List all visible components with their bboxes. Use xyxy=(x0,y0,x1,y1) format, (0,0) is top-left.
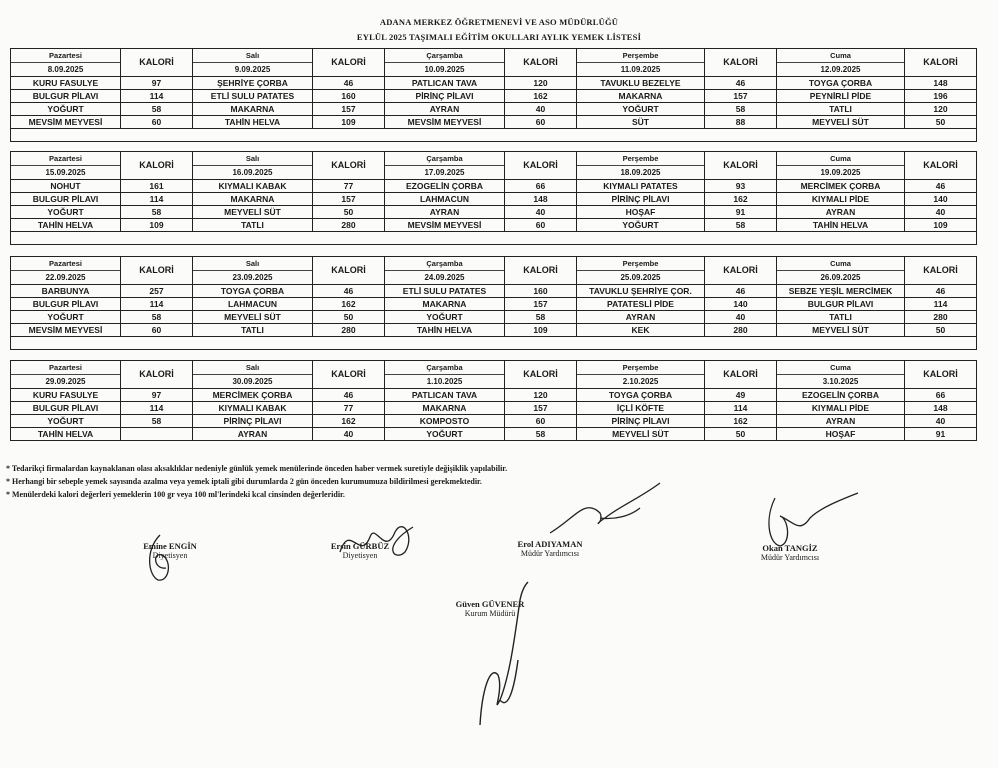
day-name: Salı xyxy=(193,361,313,375)
kalori-header: KALORİ xyxy=(705,49,777,77)
day-date: 25.09.2025 xyxy=(577,271,705,285)
dish-name: MERCİMEK ÇORBA xyxy=(193,389,313,402)
dish-kalori: 120 xyxy=(505,77,577,90)
dish-kalori: 50 xyxy=(705,428,777,441)
dish-kalori: 58 xyxy=(705,219,777,232)
kalori-header: KALORİ xyxy=(505,152,577,180)
dish-kalori: 88 xyxy=(705,116,777,129)
signer-name: Emine ENGİN xyxy=(143,541,197,551)
dish-name: TAHİN HELVA xyxy=(193,116,313,129)
signer-title: Diyetisyen xyxy=(342,551,378,560)
dish-kalori: 58 xyxy=(121,415,193,428)
day-date: 1.10.2025 xyxy=(385,375,505,389)
day-name: Perşembe xyxy=(577,257,705,271)
dish-kalori: 40 xyxy=(505,206,577,219)
dish-name: AYRAN xyxy=(385,103,505,116)
menu-row xyxy=(11,298,977,311)
dish-kalori: 157 xyxy=(313,193,385,206)
dish-name: MERCİMEK ÇORBA xyxy=(777,180,905,193)
dish-kalori: 66 xyxy=(905,389,977,402)
dish-name: HOŞAF xyxy=(777,428,905,441)
day-date: 11.09.2025 xyxy=(577,63,705,77)
dish-kalori: 162 xyxy=(505,90,577,103)
document-subtitle: EYLÜL 2025 TAŞIMALI EĞİTİM OKULLARI AYLIK YEMEK LİSTESİ xyxy=(356,32,642,42)
dish-kalori: 46 xyxy=(313,77,385,90)
day-date: 15.09.2025 xyxy=(11,166,121,180)
signature-scribble xyxy=(545,478,665,538)
kalori-header: KALORİ xyxy=(121,257,193,285)
menu-row xyxy=(11,428,977,441)
dish-name: KURU FASULYE xyxy=(11,389,121,402)
dish-name: MEYVELİ SÜT xyxy=(777,116,905,129)
dish-kalori: 46 xyxy=(905,180,977,193)
note-line: * Menülerdeki kalori değerleri yemeklerin 100 gr veya 100 ml'lerindeki kcal cinsinden değerleridir. xyxy=(6,490,345,499)
signer-name: Ersin GÜRBÜZ xyxy=(330,541,390,551)
dish-kalori: 40 xyxy=(313,428,385,441)
dish-name: BULGUR PİLAVI xyxy=(11,298,121,311)
dish-name: KOMPOSTO xyxy=(385,415,505,428)
menu-row xyxy=(11,116,977,129)
signer-name: Erol ADIYAMAN xyxy=(517,539,583,549)
dish-kalori: 40 xyxy=(905,206,977,219)
dish-kalori: 50 xyxy=(905,324,977,337)
dish-name: BULGUR PİLAVI xyxy=(11,193,121,206)
dish-name: TAHİN HELVA xyxy=(777,219,905,232)
week-separator xyxy=(11,129,977,142)
dish-kalori: 140 xyxy=(705,298,777,311)
dish-name: LAHMACUN xyxy=(193,298,313,311)
dish-name: PİRİNÇ PİLAVI xyxy=(577,193,705,206)
week-separator xyxy=(11,337,977,350)
day-date: 9.09.2025 xyxy=(193,63,313,77)
dish-name: AYRAN xyxy=(777,415,905,428)
dish-kalori: 91 xyxy=(905,428,977,441)
dish-name: TAVUKLU ŞEHRİYE ÇOR. xyxy=(577,285,705,298)
dish-kalori: 58 xyxy=(705,103,777,116)
day-date: 26.09.2025 xyxy=(777,271,905,285)
dish-kalori: 114 xyxy=(121,298,193,311)
week-separator xyxy=(11,232,977,245)
kalori-header: KALORİ xyxy=(313,49,385,77)
day-date: 24.09.2025 xyxy=(385,271,505,285)
week-table xyxy=(10,256,977,350)
dish-kalori: 140 xyxy=(905,193,977,206)
day-date: 17.09.2025 xyxy=(385,166,505,180)
dish-kalori: 109 xyxy=(505,324,577,337)
day-date: 29.09.2025 xyxy=(11,375,121,389)
day-name: Salı xyxy=(193,257,313,271)
dish-kalori xyxy=(121,428,193,441)
dish-kalori: 109 xyxy=(121,219,193,232)
dish-name: AYRAN xyxy=(777,206,905,219)
note-line: * Herhangi bir sebeple yemek sayısında azalma veya yemek iptali gibi durumlarda 2 gün önceden kurumumuza bildirilmesi gerekmektedir. xyxy=(6,477,482,486)
week-table xyxy=(10,48,977,142)
menu-row xyxy=(11,415,977,428)
day-date: 10.09.2025 xyxy=(385,63,505,77)
signer-title: Diyetisyen xyxy=(152,551,188,560)
dish-kalori: 162 xyxy=(705,415,777,428)
dish-kalori: 148 xyxy=(905,402,977,415)
dish-name: ETLİ SULU PATATES xyxy=(385,285,505,298)
day-name: Cuma xyxy=(777,257,905,271)
signature-1 xyxy=(115,541,225,560)
dish-kalori: 114 xyxy=(121,193,193,206)
day-date: 18.09.2025 xyxy=(577,166,705,180)
menu-row xyxy=(11,324,977,337)
separator-cell xyxy=(11,129,977,142)
dish-kalori: 60 xyxy=(505,116,577,129)
dish-name: HOŞAF xyxy=(577,206,705,219)
dish-kalori: 109 xyxy=(313,116,385,129)
dish-kalori: 46 xyxy=(313,285,385,298)
dish-kalori: 157 xyxy=(705,90,777,103)
dish-name: PATLICAN TAVA xyxy=(385,389,505,402)
dish-name: YOĞURT xyxy=(385,428,505,441)
kalori-header: KALORİ xyxy=(121,49,193,77)
dish-name: TATLI xyxy=(193,219,313,232)
kalori-header: KALORİ xyxy=(905,49,977,77)
dish-name: MAKARNA xyxy=(193,103,313,116)
kalori-header: KALORİ xyxy=(121,361,193,389)
kalori-header: KALORİ xyxy=(705,257,777,285)
dish-name: KIYMALI PİDE xyxy=(777,402,905,415)
dish-kalori: 60 xyxy=(121,116,193,129)
day-date: 23.09.2025 xyxy=(193,271,313,285)
dish-name: EZOGELİN ÇORBA xyxy=(777,389,905,402)
dish-name: MEVSİM MEYVESİ xyxy=(11,116,121,129)
dish-kalori: 148 xyxy=(505,193,577,206)
dish-kalori: 257 xyxy=(121,285,193,298)
dish-name: LAHMACUN xyxy=(385,193,505,206)
dish-name: YOĞURT xyxy=(11,103,121,116)
dish-kalori: 114 xyxy=(705,402,777,415)
dish-name: MAKARNA xyxy=(577,90,705,103)
day-name: Perşembe xyxy=(577,361,705,375)
dish-kalori: 58 xyxy=(121,103,193,116)
day-name: Pazartesi xyxy=(11,49,121,63)
menu-row xyxy=(11,219,977,232)
signer-title: Müdür Yardımcısı xyxy=(520,549,580,558)
dish-name: SEBZE YEŞİL MERCİMEK xyxy=(777,285,905,298)
dish-kalori: 66 xyxy=(505,180,577,193)
dish-kalori: 40 xyxy=(705,311,777,324)
dish-name: PATATESLİ PİDE xyxy=(577,298,705,311)
dish-kalori: 77 xyxy=(313,180,385,193)
day-name: Perşembe xyxy=(577,49,705,63)
dish-kalori: 46 xyxy=(905,285,977,298)
dish-name: YOĞURT xyxy=(11,311,121,324)
dish-name: YOĞURT xyxy=(577,103,705,116)
menu-row xyxy=(11,103,977,116)
dish-kalori: 93 xyxy=(705,180,777,193)
day-date: 2.10.2025 xyxy=(577,375,705,389)
day-date: 22.09.2025 xyxy=(11,271,121,285)
dish-kalori: 162 xyxy=(705,193,777,206)
dish-kalori: 50 xyxy=(313,311,385,324)
week-table xyxy=(10,151,977,245)
signature-3 xyxy=(495,539,605,558)
dish-kalori: 60 xyxy=(505,415,577,428)
dish-kalori: 162 xyxy=(313,298,385,311)
dish-name: TAHİN HELVA xyxy=(11,219,121,232)
day-name: Çarşamba xyxy=(385,152,505,166)
dish-name: PEYNİRLİ PİDE xyxy=(777,90,905,103)
dish-kalori: 280 xyxy=(313,219,385,232)
day-date: 30.09.2025 xyxy=(193,375,313,389)
dish-kalori: 50 xyxy=(313,206,385,219)
dish-kalori: 46 xyxy=(705,77,777,90)
kalori-header: KALORİ xyxy=(705,361,777,389)
kalori-header: KALORİ xyxy=(505,49,577,77)
kalori-header: KALORİ xyxy=(121,152,193,180)
dish-name: TATLI xyxy=(777,103,905,116)
dish-name: PİRİNÇ PİLAVI xyxy=(193,415,313,428)
dish-name: KIYMALI PATATES xyxy=(577,180,705,193)
signature-2 xyxy=(305,541,415,560)
dish-name: MEYVELİ SÜT xyxy=(193,206,313,219)
dish-name: BULGUR PİLAVI xyxy=(777,298,905,311)
day-name: Cuma xyxy=(777,361,905,375)
day-name: Cuma xyxy=(777,49,905,63)
day-name: Salı xyxy=(193,152,313,166)
dish-name: MEYVELİ SÜT xyxy=(777,324,905,337)
kalori-header: KALORİ xyxy=(905,257,977,285)
kalori-header: KALORİ xyxy=(905,152,977,180)
note-line: * Tedarikçi firmalardan kaynaklanan olası aksaklıklar nedeniyle günlük yemek menülerinde önceden haber vermek suretiyle değişiklik yapılabilir. xyxy=(6,464,508,473)
dish-name: KIYMALI KABAK xyxy=(193,180,313,193)
dish-kalori: 40 xyxy=(505,103,577,116)
dish-kalori: 60 xyxy=(121,324,193,337)
dish-kalori: 109 xyxy=(905,219,977,232)
dish-name: PİRİNÇ PİLAVI xyxy=(577,415,705,428)
dish-kalori: 58 xyxy=(121,311,193,324)
kalori-header: KALORİ xyxy=(505,361,577,389)
dish-kalori: 58 xyxy=(505,428,577,441)
dish-name: TAVUKLU BEZELYE xyxy=(577,77,705,90)
dish-kalori: 120 xyxy=(505,389,577,402)
dish-kalori: 40 xyxy=(905,415,977,428)
dish-kalori: 114 xyxy=(121,90,193,103)
dish-kalori: 60 xyxy=(505,219,577,232)
day-name: Çarşamba xyxy=(385,361,505,375)
dish-kalori: 160 xyxy=(505,285,577,298)
dish-kalori: 280 xyxy=(705,324,777,337)
dish-name: YOĞURT xyxy=(11,415,121,428)
dish-name: MEYVELİ SÜT xyxy=(577,428,705,441)
dish-name: KEK xyxy=(577,324,705,337)
dish-name: YOĞURT xyxy=(577,219,705,232)
dish-name: KIYMALI PİDE xyxy=(777,193,905,206)
dish-kalori: 120 xyxy=(905,103,977,116)
day-name: Perşembe xyxy=(577,152,705,166)
dish-name: ETLİ SULU PATATES xyxy=(193,90,313,103)
dish-kalori: 91 xyxy=(705,206,777,219)
menu-row xyxy=(11,389,977,402)
day-date: 19.09.2025 xyxy=(777,166,905,180)
dish-name: AYRAN xyxy=(193,428,313,441)
dish-name: MAKARNA xyxy=(193,193,313,206)
dish-name: TATLI xyxy=(193,324,313,337)
dish-name: TOYGA ÇORBA xyxy=(577,389,705,402)
dish-name: TAHİN HELVA xyxy=(385,324,505,337)
dish-kalori: 160 xyxy=(313,90,385,103)
signer-name: Güven GÜVENER xyxy=(455,599,525,609)
dish-name: ŞEHRİYE ÇORBA xyxy=(193,77,313,90)
dish-name: KURU FASULYE xyxy=(11,77,121,90)
kalori-header: KALORİ xyxy=(505,257,577,285)
dish-kalori: 157 xyxy=(313,103,385,116)
dish-name: MEYVELİ SÜT xyxy=(193,311,313,324)
dish-name: AYRAN xyxy=(385,206,505,219)
signer-name: Okan TANGİZ xyxy=(762,543,818,553)
menu-row xyxy=(11,193,977,206)
dish-name: TAHİN HELVA xyxy=(11,428,121,441)
day-date: 16.09.2025 xyxy=(193,166,313,180)
dish-kalori: 50 xyxy=(905,116,977,129)
kalori-header: KALORİ xyxy=(313,361,385,389)
signature-5 xyxy=(425,599,555,618)
dish-name: YOĞURT xyxy=(11,206,121,219)
dish-name: PATLICAN TAVA xyxy=(385,77,505,90)
menu-row xyxy=(11,180,977,193)
dish-kalori: 157 xyxy=(505,298,577,311)
dish-kalori: 162 xyxy=(313,415,385,428)
dish-name: İÇLİ KÖFTE xyxy=(577,402,705,415)
day-name: Çarşamba xyxy=(385,49,505,63)
dish-name: MEVSİM MEYVESİ xyxy=(385,116,505,129)
day-name: Çarşamba xyxy=(385,257,505,271)
menu-row xyxy=(11,90,977,103)
separator-cell xyxy=(11,337,977,350)
dish-name: BARBUNYA xyxy=(11,285,121,298)
dish-kalori: 280 xyxy=(313,324,385,337)
week-table xyxy=(10,360,977,441)
dish-name: NOHUT xyxy=(11,180,121,193)
dish-name: TOYGA ÇORBA xyxy=(777,77,905,90)
day-date: 3.10.2025 xyxy=(777,375,905,389)
dish-kalori: 58 xyxy=(505,311,577,324)
day-date: 8.09.2025 xyxy=(11,63,121,77)
dish-kalori: 161 xyxy=(121,180,193,193)
dish-name: MEVSİM MEYVESİ xyxy=(385,219,505,232)
dish-kalori: 97 xyxy=(121,389,193,402)
kalori-header: KALORİ xyxy=(905,361,977,389)
dish-name: MAKARNA xyxy=(385,298,505,311)
day-name: Pazartesi xyxy=(11,152,121,166)
dish-name: YOĞURT xyxy=(385,311,505,324)
dish-name: KIYMALI KABAK xyxy=(193,402,313,415)
dish-kalori: 46 xyxy=(313,389,385,402)
dish-kalori: 114 xyxy=(121,402,193,415)
dish-kalori: 58 xyxy=(121,206,193,219)
dish-name: MEVSİM MEYVESİ xyxy=(11,324,121,337)
dish-kalori: 77 xyxy=(313,402,385,415)
menu-row xyxy=(11,402,977,415)
signature-4 xyxy=(730,543,850,562)
dish-kalori: 196 xyxy=(905,90,977,103)
dish-kalori: 97 xyxy=(121,77,193,90)
dish-name: TOYGA ÇORBA xyxy=(193,285,313,298)
dish-name: AYRAN xyxy=(577,311,705,324)
dish-name: BULGUR PİLAVI xyxy=(11,402,121,415)
separator-cell xyxy=(11,232,977,245)
dish-name: BULGUR PİLAVI xyxy=(11,90,121,103)
dish-kalori: 46 xyxy=(705,285,777,298)
dish-kalori: 114 xyxy=(905,298,977,311)
kalori-header: KALORİ xyxy=(313,152,385,180)
dish-name: SÜT xyxy=(577,116,705,129)
menu-row xyxy=(11,206,977,219)
kalori-header: KALORİ xyxy=(313,257,385,285)
dish-kalori: 157 xyxy=(505,402,577,415)
day-name: Cuma xyxy=(777,152,905,166)
dish-kalori: 148 xyxy=(905,77,977,90)
kalori-header: KALORİ xyxy=(705,152,777,180)
dish-name: PİRİNÇ PİLAVI xyxy=(385,90,505,103)
dish-name: MAKARNA xyxy=(385,402,505,415)
menu-row xyxy=(11,285,977,298)
day-date: 12.09.2025 xyxy=(777,63,905,77)
dish-kalori: 49 xyxy=(705,389,777,402)
dish-kalori: 280 xyxy=(905,311,977,324)
menu-row xyxy=(11,311,977,324)
menu-row xyxy=(11,77,977,90)
notes-block xyxy=(6,462,507,501)
dish-name: EZOGELİN ÇORBA xyxy=(385,180,505,193)
day-name: Salı xyxy=(193,49,313,63)
dish-name: TATLI xyxy=(777,311,905,324)
day-name: Pazartesi xyxy=(11,257,121,271)
day-name: Pazartesi xyxy=(11,361,121,375)
document-title: ADANA MERKEZ ÖĞRETMENEVİ VE ASO MÜDÜRLÜĞÜ xyxy=(379,17,619,27)
signer-title: Kurum Müdürü xyxy=(464,609,516,618)
signer-title: Müdür Yardımcısı xyxy=(760,553,820,562)
